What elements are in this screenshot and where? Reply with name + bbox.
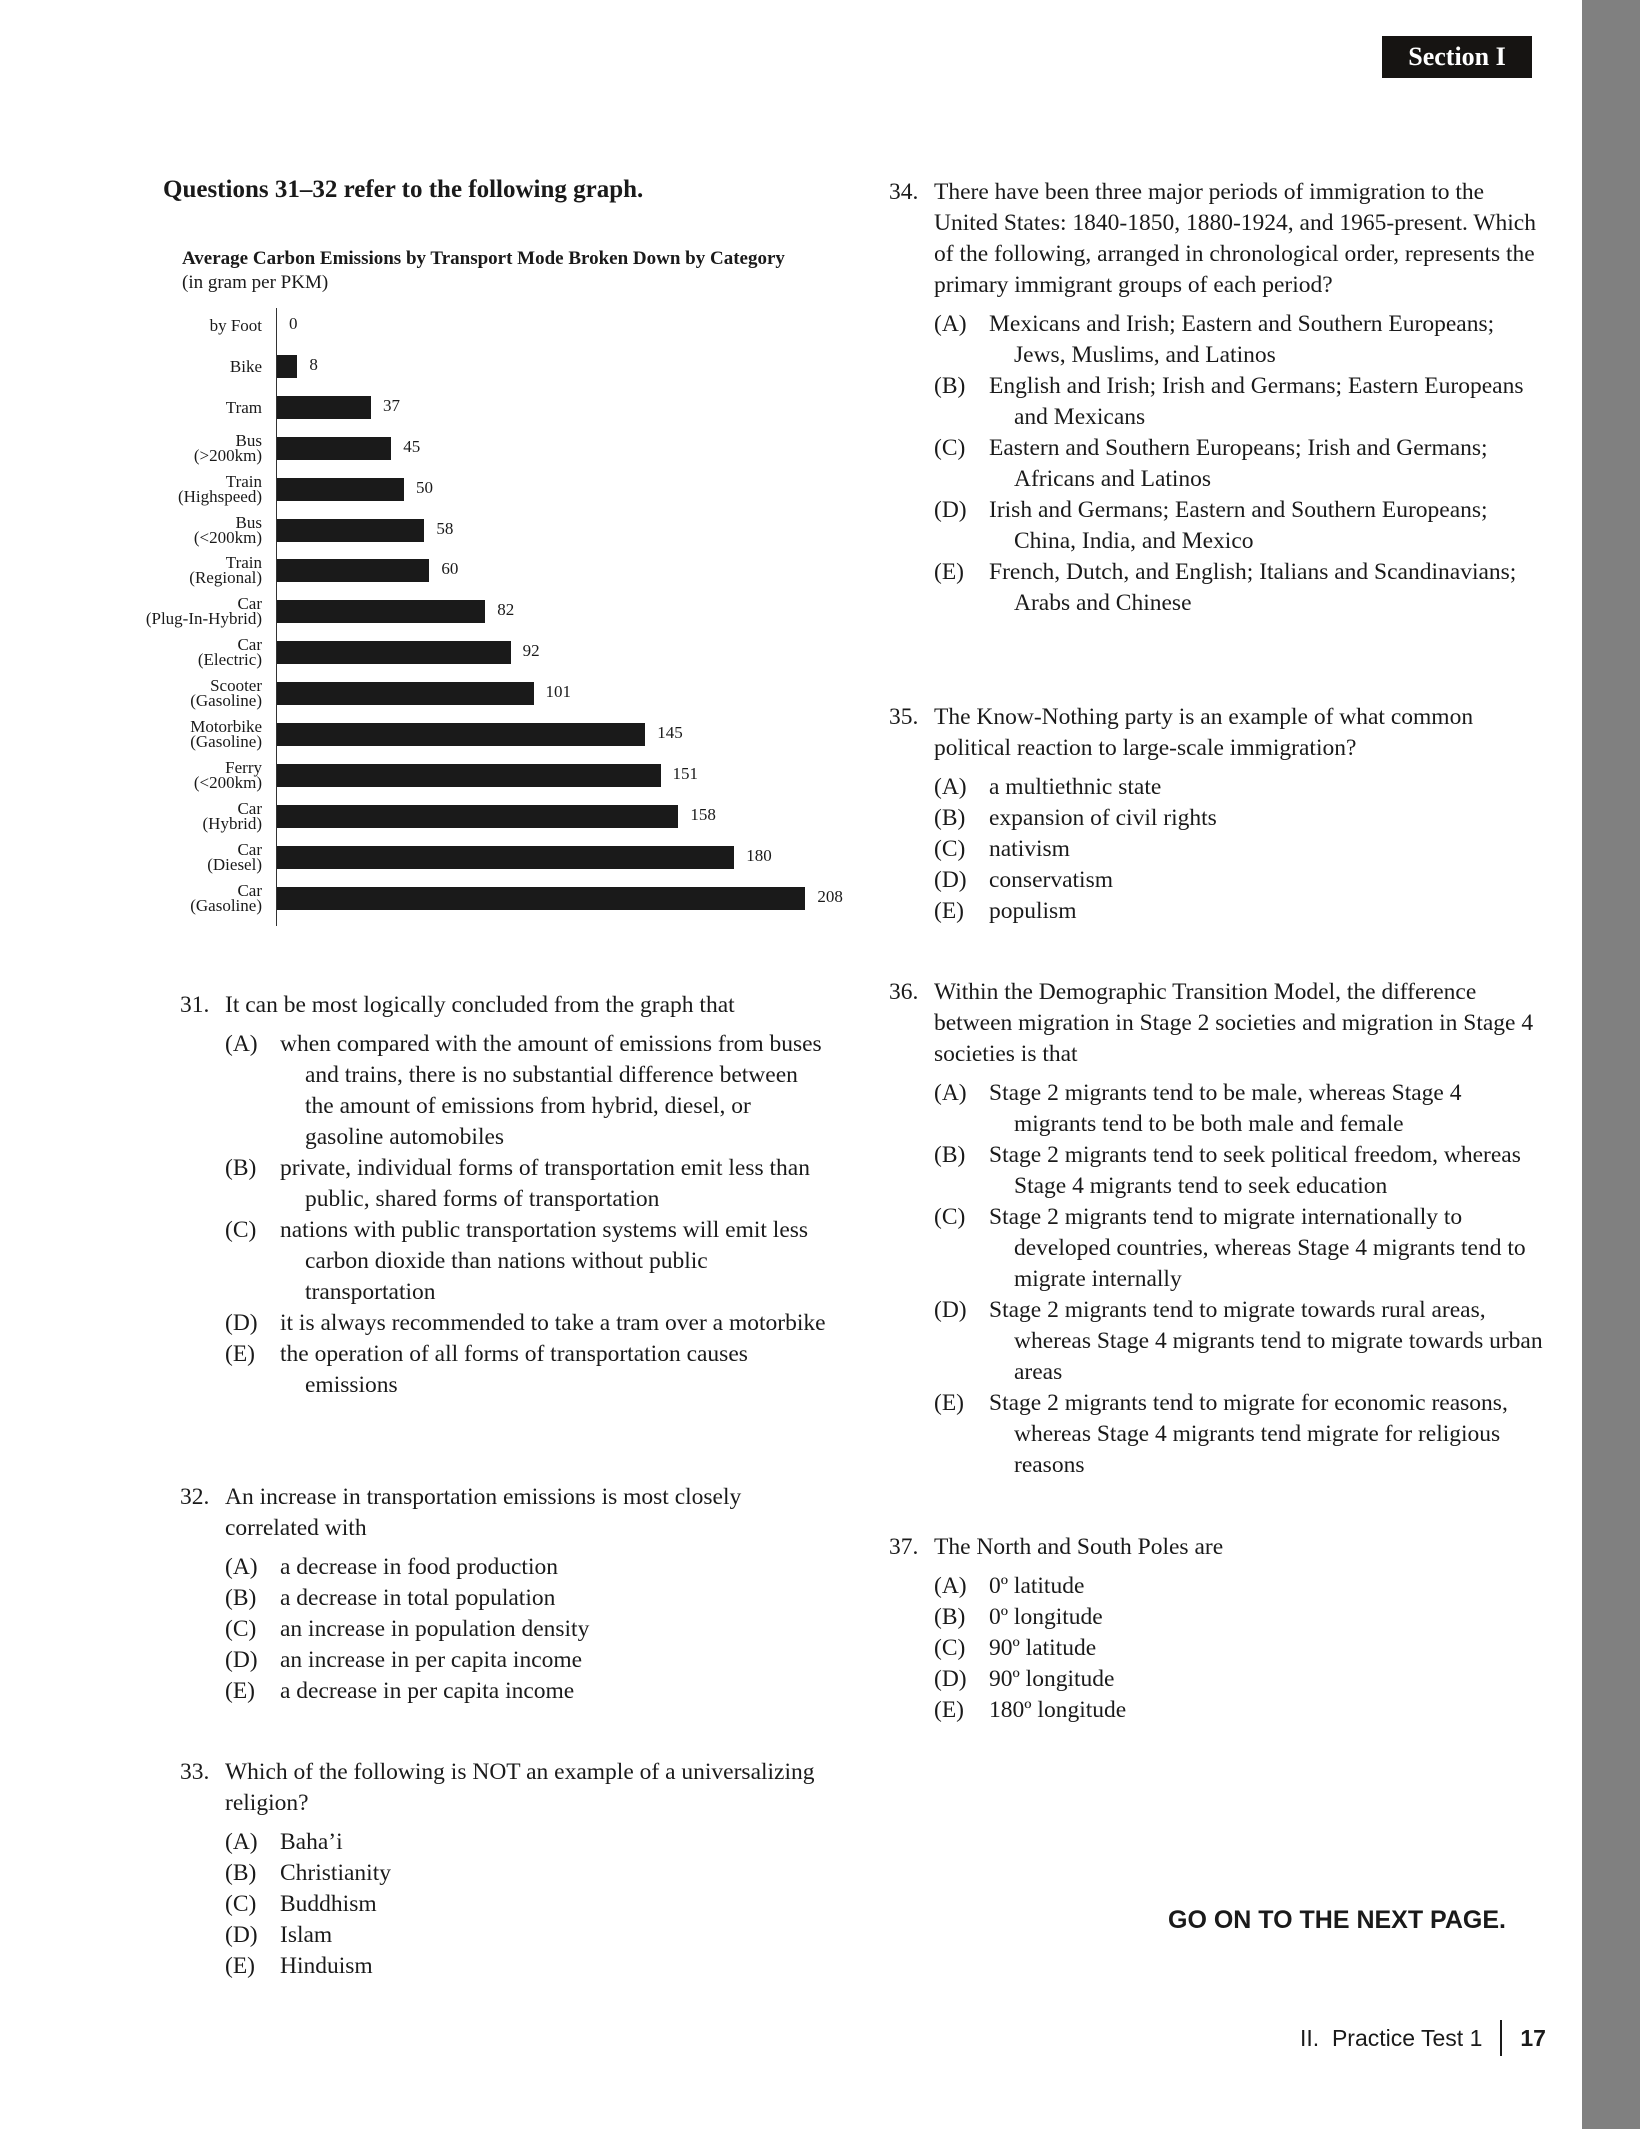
chart-value-label: 45	[403, 436, 421, 456]
option-text: Stage 2 migrants tend to migrate internationally to developed countries, whereas Stage 4 migrants tend to migrate internally	[989, 1204, 1526, 1292]
footer-divider	[1500, 2020, 1502, 2056]
chart-category-label	[2, 471, 262, 506]
category-line-2: (<200km)	[193, 772, 262, 792]
question-text: The Know-Nothing party is an example of what common political reaction to large-scale immigration?	[934, 704, 1474, 761]
chart-bar	[277, 478, 404, 501]
chart-value-label: 145	[657, 723, 683, 742]
go-on-next-page: GO ON TO THE NEXT PAGE.	[1168, 1906, 1507, 1934]
option-text: a decrease in food production	[280, 1554, 558, 1580]
answer-option-a[interactable]	[225, 1552, 830, 1583]
answer-option-d[interactable]	[934, 865, 1549, 896]
option-letter: (C)	[225, 1217, 257, 1243]
option-text: when compared with the amount of emissions from buses and trains, there is no substantial difference between the amount of emissions from hybrid, diesel, or gasoline automobiles	[280, 1031, 822, 1150]
question-text: It can be most logically concluded from the graph that	[225, 992, 735, 1018]
question-text: The North and South Poles are	[934, 1534, 1224, 1560]
option-text: the operation of all forms of transportation causes emissions	[280, 1341, 748, 1398]
category-line-2: (Hybrid)	[202, 813, 262, 833]
option-letter: (A)	[225, 1829, 258, 1855]
answer-option-b[interactable]	[934, 1602, 1549, 1633]
answer-option-e[interactable]	[225, 1676, 830, 1707]
category-line-1: Ferry	[225, 757, 262, 777]
option-letter: (B)	[934, 805, 966, 831]
question-text: An increase in transportation emissions is most closely correlated with	[225, 1484, 742, 1541]
chart-value-label: 101	[545, 682, 572, 702]
answer-option-c[interactable]	[934, 433, 1549, 495]
answer-options	[180, 1827, 830, 1982]
option-letter: (A)	[934, 1080, 967, 1106]
question-text: Which of the following is NOT an example of a universalizing religion?	[225, 1759, 815, 1816]
option-text: Baha’i	[280, 1829, 343, 1855]
option-text: Stage 2 migrants tend to seek political freedom, whereas Stage 4 migrants tend to seek education	[989, 1142, 1521, 1199]
answer-option-c[interactable]	[934, 1202, 1549, 1295]
answer-option-c[interactable]	[225, 1889, 830, 1920]
question-36	[889, 977, 1549, 1481]
question-stem	[889, 177, 1549, 301]
answer-option-a[interactable]	[934, 1078, 1549, 1140]
question-stem	[889, 1532, 1549, 1563]
option-letter: (A)	[225, 1554, 258, 1580]
answer-option-d[interactable]	[934, 1664, 1549, 1695]
answer-option-d[interactable]	[225, 1308, 830, 1339]
category-line-2: (Gasoline)	[190, 732, 262, 751]
option-text: private, individual forms of transportation emit less than public, shared forms of transportation	[280, 1155, 810, 1212]
chart-category-label	[2, 798, 262, 833]
chart-value-label: 208	[817, 886, 843, 906]
option-text: nativism	[989, 836, 1070, 862]
chart-bar	[277, 682, 534, 705]
answer-option-b[interactable]	[225, 1583, 830, 1614]
section-label: Section I	[1382, 36, 1532, 78]
chart-category-label	[2, 635, 262, 670]
answer-option-a[interactable]	[934, 309, 1549, 371]
question-31	[180, 990, 830, 1401]
question-number: 37.	[889, 1534, 919, 1560]
option-letter: (E)	[225, 1678, 256, 1704]
chart-category-label	[2, 676, 262, 711]
option-letter: (B)	[225, 1155, 257, 1181]
option-text: Buddhism	[280, 1891, 377, 1917]
option-text: Mexicans and Irish; Eastern and Southern Europeans; Jews, Muslims, and Latinos	[989, 311, 1495, 368]
answer-option-e[interactable]	[225, 1951, 830, 1982]
question-stem	[180, 990, 830, 1021]
option-text: 0º latitude	[989, 1573, 1085, 1599]
question-number: 35.	[889, 704, 919, 730]
category-line-2: (Regional)	[189, 568, 262, 588]
answer-options	[180, 1029, 830, 1401]
option-text: a decrease in per capita income	[280, 1678, 575, 1704]
question-number: 31.	[180, 992, 210, 1018]
option-letter: (E)	[225, 1341, 256, 1367]
category-line-1: Scooter	[210, 676, 262, 696]
option-letter: (B)	[934, 373, 966, 399]
chart-bar	[277, 723, 645, 746]
option-letter: (E)	[225, 1953, 256, 1979]
answer-options	[889, 772, 1549, 927]
option-text: 180º longitude	[989, 1697, 1127, 1723]
question-33	[180, 1757, 830, 1982]
answer-option-e[interactable]	[934, 557, 1549, 619]
option-text: Stage 2 migrants tend to migrate towards rural areas, whereas Stage 4 migrants tend to migrate towards urban areas	[989, 1297, 1543, 1385]
category-line-1: Car	[237, 798, 262, 818]
category-line-2: (Plug-In-Hybrid)	[145, 609, 262, 629]
option-text: conservatism	[989, 867, 1113, 893]
category-line-1: Car	[237, 839, 262, 859]
option-text: a decrease in total population	[280, 1585, 556, 1611]
chart-bar	[277, 764, 661, 787]
answer-option-b[interactable]	[225, 1153, 830, 1215]
chart-category-label: Tram	[225, 397, 262, 417]
option-text: English and Irish; Irish and Germans; Eastern Europeans and Mexicans	[989, 373, 1524, 430]
option-text: a multiethnic state	[989, 774, 1162, 800]
answer-option-b[interactable]	[225, 1858, 830, 1889]
option-letter: (C)	[934, 836, 966, 862]
answer-options	[180, 1552, 830, 1707]
option-text: French, Dutch, and English; Italians and Scandinavians; Arabs and Chinese	[989, 559, 1517, 616]
question-34	[889, 177, 1549, 619]
category-line-2: (Gasoline)	[190, 691, 262, 711]
answer-option-e[interactable]	[934, 1388, 1549, 1481]
category-line-2: (Highspeed)	[177, 486, 262, 506]
chart-category-label	[2, 839, 262, 874]
option-letter: (D)	[934, 1666, 967, 1692]
question-35	[889, 702, 1549, 927]
answer-option-e[interactable]	[934, 896, 1549, 927]
option-letter: (A)	[225, 1031, 258, 1057]
category-line-1: Car	[237, 635, 262, 655]
chart-category-label	[2, 757, 262, 792]
chart-bar	[277, 559, 429, 582]
chart-bar	[277, 519, 424, 542]
answer-option-a[interactable]	[934, 1571, 1549, 1602]
footer-part-label: II. Practice Test 1	[1300, 2024, 1483, 2051]
chart-bar	[277, 396, 371, 419]
question-number: 33.	[180, 1759, 210, 1785]
chart-row	[0, 635, 1640, 670]
chart-value-label: 82	[497, 600, 515, 620]
option-letter: (C)	[934, 435, 966, 461]
chart-category-label: by Foot	[209, 316, 262, 335]
chart-subtitle: (in gram per PKM)	[182, 272, 329, 293]
answer-option-d[interactable]	[225, 1645, 830, 1676]
page-footer	[1300, 2018, 1546, 2058]
category-line-1: Motorbike	[190, 717, 262, 736]
option-letter: (D)	[934, 497, 967, 523]
question-number: 36.	[889, 979, 919, 1005]
option-text: Christianity	[280, 1860, 391, 1886]
option-text: Stage 2 migrants tend to migrate for economic reasons, whereas Stage 4 migrants tend migrate for religious reasons	[989, 1390, 1508, 1478]
option-letter: (E)	[934, 898, 965, 924]
chart-value-label: 60	[441, 559, 459, 579]
option-letter: (B)	[934, 1604, 966, 1630]
answer-option-c[interactable]	[225, 1614, 830, 1645]
category-line-1: Car	[237, 594, 262, 614]
option-text: Irish and Germans; Eastern and Southern Europeans; China, India, and Mexico	[989, 497, 1488, 554]
option-letter: (B)	[225, 1860, 257, 1886]
chart-bar	[277, 805, 678, 828]
answer-option-e[interactable]	[934, 1695, 1549, 1726]
chart-category-label	[2, 512, 262, 547]
option-letter: (D)	[225, 1647, 258, 1673]
option-text: an increase in per capita income	[280, 1647, 583, 1673]
answer-option-d[interactable]	[934, 1295, 1549, 1388]
answer-option-c[interactable]	[934, 834, 1549, 865]
chart-value-label: 58	[436, 518, 454, 538]
option-text: nations with public transportation systems will emit less carbon dioxide than nations without public transportation	[280, 1217, 809, 1305]
option-letter: (C)	[225, 1616, 257, 1642]
category-line-2: (>200km)	[193, 445, 262, 465]
option-letter: (D)	[934, 1297, 967, 1323]
chart-category-label	[2, 553, 262, 588]
option-text: 90º longitude	[989, 1666, 1115, 1692]
option-letter: (D)	[934, 867, 967, 893]
chart-category-label	[2, 880, 262, 915]
question-stem	[180, 1482, 830, 1544]
answer-options	[889, 309, 1549, 619]
option-text: 0º longitude	[989, 1604, 1103, 1630]
chart-bar	[277, 600, 485, 623]
question-text: There have been three major periods of immigration to the United States: 1840-1850, 1880-1924, and 1965-present. Which of the following, arranged in chronological order, represents the primary immigrant groups of each period?	[934, 179, 1536, 298]
chart-bar	[277, 846, 734, 869]
chart-value-label: 92	[522, 641, 540, 661]
chart-value-label: 37	[382, 395, 400, 415]
option-letter: (E)	[934, 559, 965, 585]
option-letter: (C)	[934, 1204, 966, 1230]
answer-option-d[interactable]	[934, 495, 1549, 557]
chart-value-label: 158	[690, 804, 716, 824]
chart-value-label: 151	[672, 763, 699, 783]
option-letter: (C)	[225, 1891, 257, 1917]
option-letter: (A)	[934, 1573, 967, 1599]
chart-bar	[277, 887, 805, 910]
chart-value-label: 0	[289, 314, 298, 333]
chart-bar	[277, 437, 391, 460]
question-text: Within the Demographic Transition Model, the difference between migration in Stage 2 societies and migration in Stage 4 societies is that	[934, 979, 1534, 1067]
category-line-1: Bus	[235, 512, 262, 532]
chart-value-label: 180	[746, 845, 772, 865]
question-37	[889, 1532, 1549, 1726]
answer-option-a[interactable]	[225, 1029, 830, 1153]
page-number: 17	[1520, 2024, 1546, 2051]
option-text: Eastern and Southern Europeans; Irish and Germans; Africans and Latinos	[989, 435, 1488, 492]
question-number: 34.	[889, 179, 919, 205]
option-letter: (C)	[934, 1635, 966, 1661]
chart-bar	[277, 641, 511, 664]
option-letter: (B)	[934, 1142, 966, 1168]
answer-option-c[interactable]	[225, 1215, 830, 1308]
option-letter: (D)	[225, 1310, 258, 1336]
option-text: Hinduism	[280, 1953, 373, 1979]
chart-value-label: 50	[416, 477, 433, 497]
answer-option-b[interactable]	[934, 803, 1549, 834]
chart-title: Average Carbon Emissions by Transport Mode Broken Down by Category	[182, 248, 785, 269]
category-line-1: Train	[225, 471, 262, 491]
option-letter: (A)	[934, 311, 967, 337]
option-text: Stage 2 migrants tend to be male, whereas Stage 4 migrants tend to be both male and female	[989, 1080, 1462, 1137]
option-text: an increase in population density	[280, 1616, 590, 1642]
option-text: populism	[989, 898, 1077, 924]
question-stem	[889, 702, 1549, 764]
option-letter: (E)	[934, 1390, 965, 1416]
option-letter: (D)	[225, 1922, 258, 1948]
answer-option-a[interactable]	[934, 772, 1549, 803]
option-text: Islam	[280, 1922, 333, 1948]
answer-option-b[interactable]	[934, 1140, 1549, 1202]
chart-category-label: Bike	[229, 356, 262, 376]
question-32	[180, 1482, 830, 1707]
option-letter: (B)	[225, 1585, 257, 1611]
chart-category-label	[2, 594, 262, 629]
category-line-1: Car	[237, 880, 262, 900]
answer-options	[889, 1571, 1549, 1726]
category-line-1: Bus	[235, 430, 262, 450]
category-line-2: (Gasoline)	[190, 895, 262, 915]
answer-option-a[interactable]	[225, 1827, 830, 1858]
category-line-1: Train	[225, 553, 262, 573]
answer-option-b[interactable]	[934, 371, 1549, 433]
option-letter: (E)	[934, 1697, 965, 1723]
question-number: 32.	[180, 1484, 210, 1510]
questions-intro: Questions 31–32 refer to the following graph.	[163, 176, 644, 203]
answer-option-e[interactable]	[225, 1339, 830, 1401]
option-text: 90º latitude	[989, 1635, 1097, 1661]
chart-value-label: 8	[309, 354, 318, 374]
chart-bar	[277, 355, 297, 378]
category-line-2: (Diesel)	[207, 854, 262, 874]
option-text: it is always recommended to take a tram over a motorbike	[280, 1310, 826, 1336]
chart-category-label	[2, 430, 262, 465]
chart-category-label	[2, 719, 262, 749]
category-line-2: (Electric)	[197, 650, 262, 670]
answer-option-d[interactable]	[225, 1920, 830, 1951]
category-line-2: (<200km)	[193, 527, 262, 547]
question-stem	[180, 1757, 830, 1819]
answer-option-c[interactable]	[934, 1633, 1549, 1664]
question-stem	[889, 977, 1549, 1070]
option-letter: (A)	[934, 774, 967, 800]
answer-options	[889, 1078, 1549, 1481]
option-text: expansion of civil rights	[989, 805, 1217, 831]
